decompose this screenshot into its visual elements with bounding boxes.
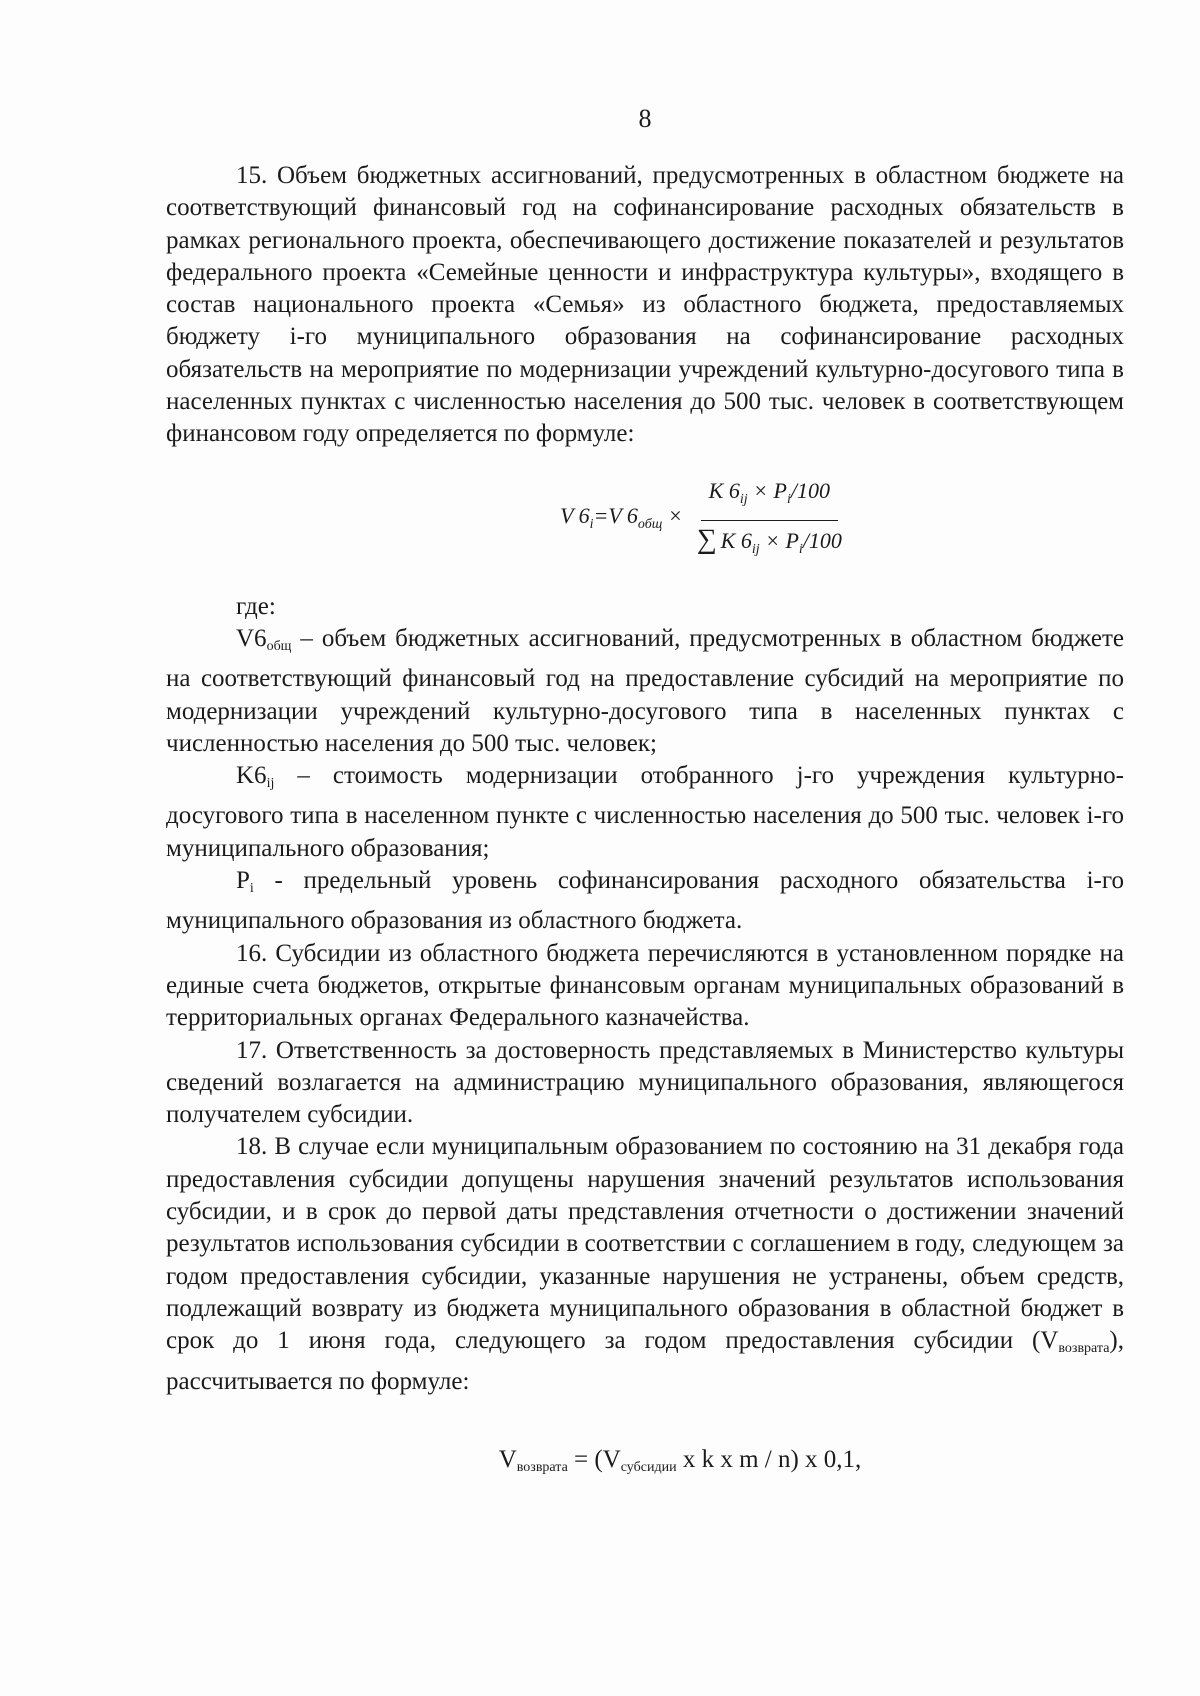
definition-k6-symbol: K6 — [236, 762, 267, 790]
paragraph-15: 15. Объем бюджетных ассигнований, предусмотренных в областном бюджете на соответствующий финансовый год на софинансирование расходных обязательств в рамках регионального проекта, обеспечивающего достижение показателей и результатов федерального проекта «Семейные ценности и инфраструктура культуры», входящего в состав национального проекта «Семья» из областного бюджета, предоставляемых бюджету i-го муниципального образования на софинансирование расходных обязательств на мероприятие по модернизации учреждений культурно-досугового типа в населенных пунктах с численностью населения до 500 тыс. человек в соответствующем финансовом году определяется по формуле: — [166, 162, 1124, 448]
formula-obsh-sub: общ — [637, 517, 663, 533]
document-body — [166, 160, 1124, 1484]
sigma-icon: ∑ — [696, 523, 717, 555]
formula2-v: V — [498, 1445, 517, 1473]
paragraph-18-end: ), рассчитывается по формуле: — [166, 1327, 1124, 1395]
definition-v6-symbol: V6 — [236, 624, 267, 652]
definition-p — [166, 865, 1124, 938]
formula-denominator — [689, 521, 850, 566]
paragraph-18 — [166, 1131, 1124, 1397]
definition-p-text: - предельный уровень софинансирования расходного обязательства i-го муниципального образования из областного бюджета. — [166, 867, 1124, 935]
numerator-times-p: × P — [747, 478, 787, 504]
paragraph-18-text: 18. В случае если муниципальным образованием по состоянию на 31 декабря года предоставления субсидии допущены нарушения значений результатов использования субсидии, и в срок до первой даты представления отчетности о достижении значений результатов использования субсидии в соответствии с соглашением в году, следующем за годом предоставления субсидии, указанные нарушения не устранены, объем средств, подлежащий возврату из бюджета муниципального образования в областной бюджет в срок до 1 июня года, следующего за годом предоставления субсидии (V — [166, 1133, 1124, 1355]
definition-k6 — [166, 760, 1124, 865]
formula-lhs-v: V 6 — [560, 503, 590, 529]
where-label: где: — [236, 592, 276, 620]
formula2-rest: x k x m / n) x 0,1, — [676, 1445, 862, 1473]
definition-k6-sub: ij — [266, 776, 275, 792]
definition-k6-text: – стоимость модернизации отобранного j-го учреждения культурно-досугового типа в населенном пункте с численностью населения до 500 тыс. человек i-го муниципального образования; — [166, 762, 1124, 862]
page-number: 8 — [638, 104, 652, 133]
paragraph-17: 17. Ответственность за достоверность представляемых в Министерство культуры сведений возлагается на администрацию муниципального образования, являющегося получателем субсидии. — [166, 1036, 1124, 1129]
formula-eq: =V 6 — [593, 503, 638, 529]
denominator-times-p: × P — [759, 527, 799, 553]
formula-v6 — [286, 451, 1124, 591]
definition-p-sub: i — [249, 881, 254, 897]
numerator-i-sub: i — [786, 492, 791, 508]
formula-numerator — [701, 475, 838, 520]
formula-lhs-sub-i: i — [589, 517, 594, 533]
denominator-i-sub: i — [798, 541, 803, 557]
definition-v6-text: – объем бюджетных ассигнований, предусмотренных в областном бюджете на соответствующий финансовый год на предоставление субсидий на мероприятие по модернизации учреждений культурно-досугового типа в населенных пунктах с численностью населения до 500 тыс. человек; — [166, 624, 1124, 757]
definition-v6 — [166, 623, 1124, 760]
numerator-div: /100 — [790, 478, 830, 504]
formula2-mid: = (V — [567, 1445, 621, 1473]
numerator-ij-sub: ij — [739, 492, 748, 508]
definition-p-symbol: P — [236, 867, 250, 895]
denominator-k6: K 6 — [720, 527, 752, 553]
paragraph-18-sub: возврата — [1058, 1341, 1110, 1357]
formula2-sub-vozvrata: возврата — [516, 1459, 568, 1475]
denominator-div: /100 — [802, 527, 842, 553]
numerator-k6: K 6 — [708, 478, 740, 504]
formula-vozvrata — [236, 1444, 1124, 1484]
formula-fraction — [689, 475, 850, 566]
denominator-ij-sub: ij — [751, 541, 760, 557]
formula-times: × — [662, 503, 683, 529]
formula-lhs — [560, 500, 683, 541]
definition-v6-sub: общ — [266, 638, 292, 654]
formula2-sub-subsidii: субсидии — [620, 1459, 677, 1475]
paragraph-16: 16. Субсидии из областного бюджета перечисляются в установленном порядке на единые счета бюджетов, открытые финансовым органам муниципальных образований в территориальных органах Федерального казначейства. — [166, 939, 1124, 1032]
